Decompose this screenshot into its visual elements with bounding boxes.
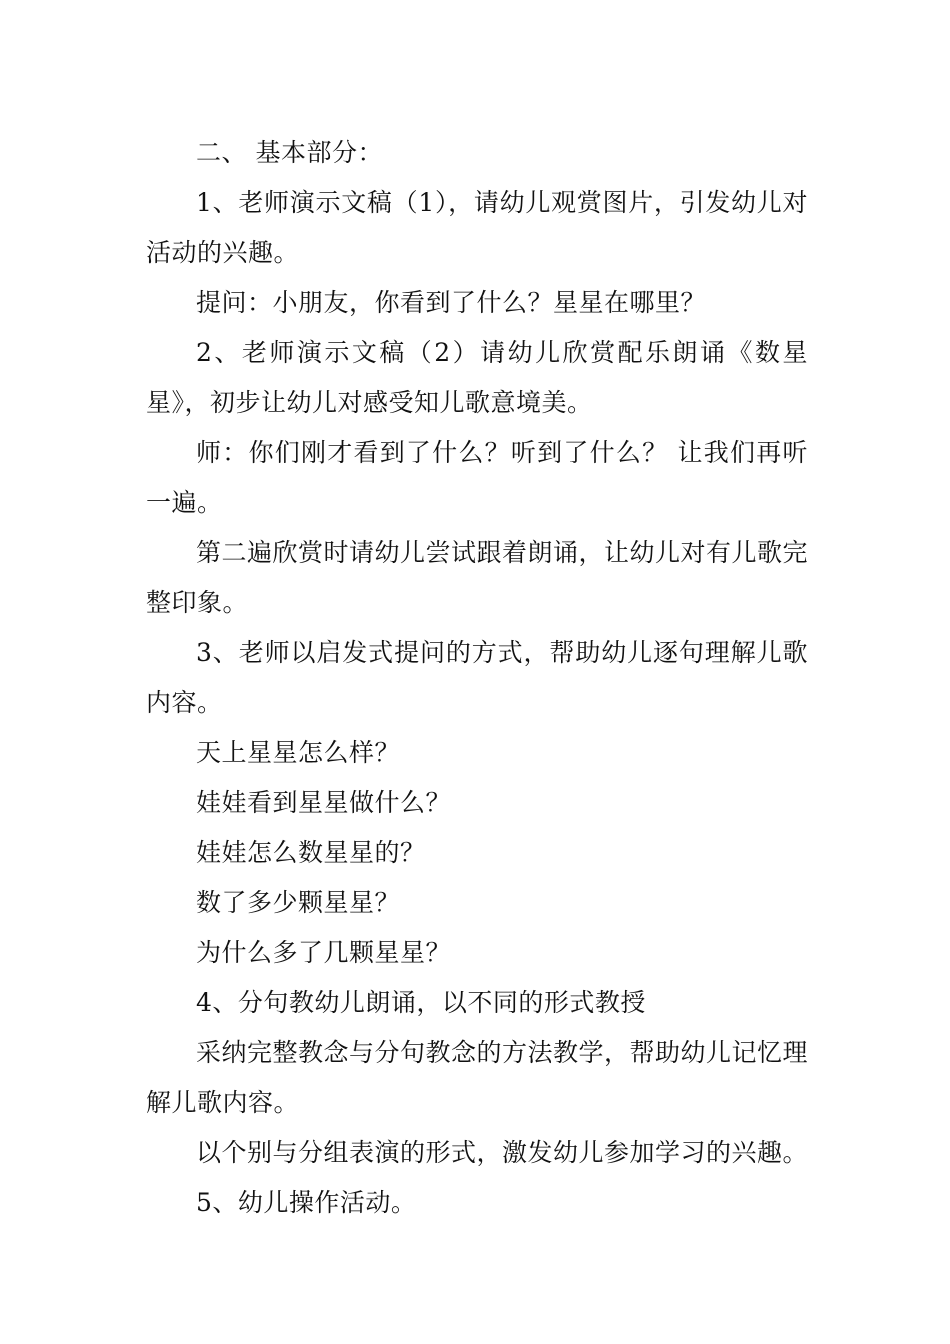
section-heading: 二、 基本部分： — [196, 138, 383, 167]
question-item: 天上星星怎么样？ — [196, 738, 401, 767]
question-item: 为什么多了几颗星星？ — [196, 938, 452, 967]
question-item: 娃娃怎么数星星的？ — [196, 838, 426, 867]
paragraph: 3、老师以启发式提问的方式，帮助幼儿逐句理解儿歌内容。 — [146, 638, 808, 717]
question-item: 数了多少颗星星？ — [196, 888, 401, 917]
paragraph: 以个别与分组表演的形式，激发幼儿参加学习的兴趣。 — [196, 1138, 809, 1167]
paragraph: 2、老师演示文稿（2）请幼儿欣赏配乐朗诵《数星星》，初步让幼儿对感受知儿歌意境美。 — [146, 338, 808, 417]
paragraph: 提问：小朋友，你看到了什么？星星在哪里？ — [196, 288, 707, 317]
paragraph: 采纳完整教念与分句教念的方法教学，帮助幼儿记忆理解儿歌内容。 — [146, 1038, 809, 1117]
paragraph: 1、老师演示文稿（1），请幼儿观赏图片，引发幼儿对活动的兴趣。 — [146, 188, 808, 267]
paragraph: 4、分句教幼儿朗诵，以不同的形式教授 — [196, 988, 646, 1017]
paragraph: 第二遍欣赏时请幼儿尝试跟着朗诵，让幼儿对有儿歌完整印象。 — [146, 538, 809, 617]
document-body — [146, 128, 808, 1228]
paragraph: 5、幼儿操作活动。 — [196, 1188, 417, 1217]
paragraph: 师：你们刚才看到了什么？听到了什么？ 让我们再听一遍。 — [146, 438, 808, 517]
question-item: 娃娃看到星星做什么？ — [196, 788, 452, 817]
